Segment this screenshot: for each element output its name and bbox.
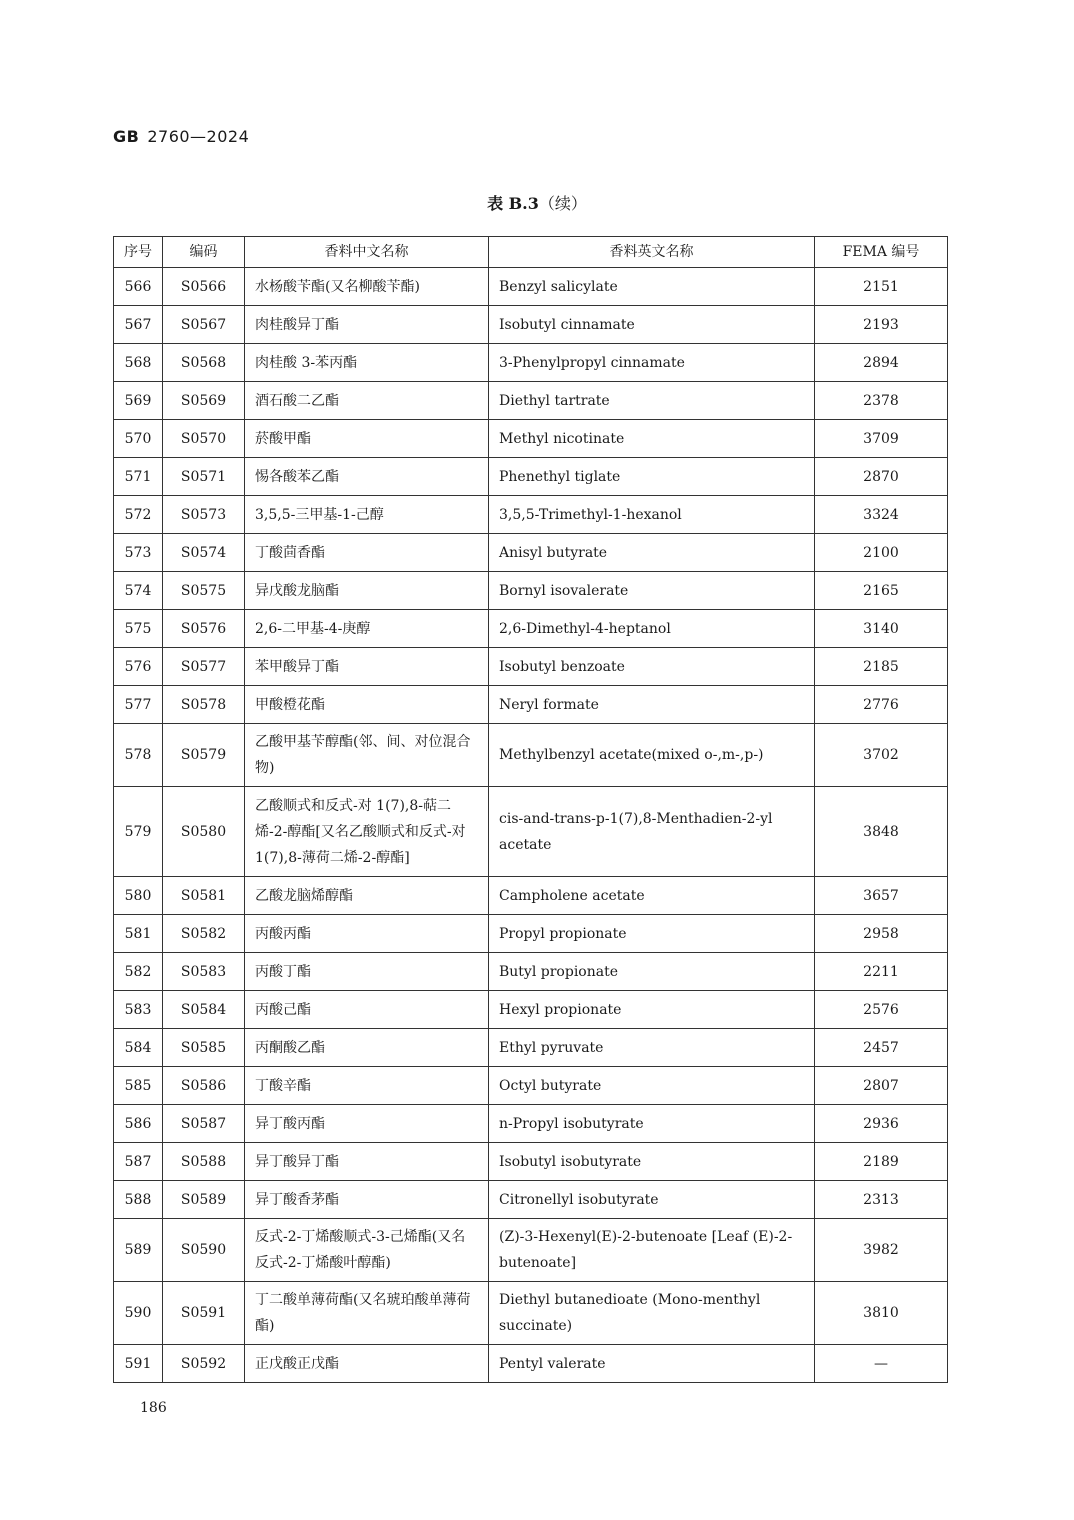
cell-english-name: Diethyl butanedioate (Mono-menthyl succinate) — [489, 1282, 815, 1345]
cell-fema: 3982 — [815, 1219, 948, 1282]
table-row — [114, 1219, 948, 1282]
cell-fema: 2189 — [815, 1143, 948, 1181]
cell-fema: 2378 — [815, 382, 948, 420]
cell-index: 573 — [114, 534, 163, 572]
table-row — [114, 420, 948, 458]
cell-fema: — — [815, 1345, 948, 1383]
cell-chinese-name: 苯甲酸异丁酯 — [245, 648, 489, 686]
cell-index: 581 — [114, 915, 163, 953]
cell-index: 572 — [114, 496, 163, 534]
cell-chinese-name: 菸酸甲酯 — [245, 420, 489, 458]
cell-code: S0570 — [163, 420, 245, 458]
cell-chinese-name: 惕各酸苯乙酯 — [245, 458, 489, 496]
standard-number: 2760—2024 — [147, 127, 250, 146]
cell-chinese-name: 乙酸甲基苄醇酯(邻、间、对位混合物) — [245, 724, 489, 787]
cell-code: S0575 — [163, 572, 245, 610]
cell-index: 588 — [114, 1181, 163, 1219]
cell-index: 584 — [114, 1029, 163, 1067]
cell-english-name: Methylbenzyl acetate(mixed o-,m-,p-) — [489, 724, 815, 787]
cell-code: S0573 — [163, 496, 245, 534]
cell-index: 574 — [114, 572, 163, 610]
table-row — [114, 787, 948, 877]
col-header-index: 序号 — [114, 237, 163, 268]
cell-code: S0579 — [163, 724, 245, 787]
table-row — [114, 915, 948, 953]
cell-english-name: 3-Phenylpropyl cinnamate — [489, 344, 815, 382]
cell-index: 579 — [114, 787, 163, 877]
cell-fema: 2958 — [815, 915, 948, 953]
cell-chinese-name: 乙酸顺式和反式-对 1(7),8-萜二烯-2-醇酯[又名乙酸顺式和反式-对 1(7),8-薄荷二烯-2-醇酯] — [245, 787, 489, 877]
cell-english-name: Neryl formate — [489, 686, 815, 724]
cell-english-name: Isobutyl isobutyrate — [489, 1143, 815, 1181]
cell-chinese-name: 酒石酸二乙酯 — [245, 382, 489, 420]
cell-code: S0567 — [163, 306, 245, 344]
cell-chinese-name: 丙酸己酯 — [245, 991, 489, 1029]
cell-english-name: Phenethyl tiglate — [489, 458, 815, 496]
table-row — [114, 1067, 948, 1105]
table-body — [114, 268, 948, 1383]
cell-index: 575 — [114, 610, 163, 648]
cell-fema: 3709 — [815, 420, 948, 458]
cell-index: 589 — [114, 1219, 163, 1282]
table-continuation: （续） — [538, 194, 587, 213]
table-row — [114, 991, 948, 1029]
table-row — [114, 686, 948, 724]
table-row — [114, 382, 948, 420]
cell-chinese-name: 肉桂酸 3-苯丙酯 — [245, 344, 489, 382]
cell-chinese-name: 肉桂酸异丁酯 — [245, 306, 489, 344]
cell-english-name: Campholene acetate — [489, 877, 815, 915]
cell-english-name: Anisyl butyrate — [489, 534, 815, 572]
cell-english-name: Diethyl tartrate — [489, 382, 815, 420]
cell-index: 577 — [114, 686, 163, 724]
cell-code: S0590 — [163, 1219, 245, 1282]
cell-fema: 3810 — [815, 1282, 948, 1345]
cell-fema: 2100 — [815, 534, 948, 572]
cell-code: S0591 — [163, 1282, 245, 1345]
cell-chinese-name: 丁酸辛酯 — [245, 1067, 489, 1105]
cell-index: 567 — [114, 306, 163, 344]
cell-chinese-name: 反式-2-丁烯酸顺式-3-己烯酯(又名反式-2-丁烯酸叶醇酯) — [245, 1219, 489, 1282]
cell-code: S0577 — [163, 648, 245, 686]
cell-english-name: Benzyl salicylate — [489, 268, 815, 306]
col-header-fema: FEMA 编号 — [815, 237, 948, 268]
cell-fema: 2211 — [815, 953, 948, 991]
cell-fema: 2313 — [815, 1181, 948, 1219]
cell-chinese-name: 正戊酸正戊酯 — [245, 1345, 489, 1383]
flavor-table — [113, 236, 948, 1383]
cell-fema: 2151 — [815, 268, 948, 306]
table-title — [0, 191, 1074, 214]
cell-english-name: Propyl propionate — [489, 915, 815, 953]
cell-english-name: Isobutyl benzoate — [489, 648, 815, 686]
cell-fema: 3324 — [815, 496, 948, 534]
cell-english-name: Ethyl pyruvate — [489, 1029, 815, 1067]
col-header-english-name: 香料英文名称 — [489, 237, 815, 268]
cell-index: 571 — [114, 458, 163, 496]
cell-index: 576 — [114, 648, 163, 686]
cell-code: S0582 — [163, 915, 245, 953]
cell-fema: 2457 — [815, 1029, 948, 1067]
cell-code: S0571 — [163, 458, 245, 496]
table-row — [114, 268, 948, 306]
table-row — [114, 1345, 948, 1383]
cell-chinese-name: 丁二酸单薄荷酯(又名琥珀酸单薄荷酯) — [245, 1282, 489, 1345]
cell-fema: 2185 — [815, 648, 948, 686]
cell-english-name: Isobutyl cinnamate — [489, 306, 815, 344]
table-row — [114, 877, 948, 915]
table-row — [114, 1143, 948, 1181]
page-number: 186 — [140, 1400, 167, 1416]
cell-code: S0574 — [163, 534, 245, 572]
cell-code: S0587 — [163, 1105, 245, 1143]
cell-code: S0585 — [163, 1029, 245, 1067]
cell-fema: 2936 — [815, 1105, 948, 1143]
cell-english-name: Citronellyl isobutyrate — [489, 1181, 815, 1219]
cell-fema: 2165 — [815, 572, 948, 610]
cell-code: S0580 — [163, 787, 245, 877]
cell-chinese-name: 异丁酸香茅酯 — [245, 1181, 489, 1219]
table-row — [114, 306, 948, 344]
cell-code: S0566 — [163, 268, 245, 306]
cell-chinese-name: 异丁酸丙酯 — [245, 1105, 489, 1143]
cell-fema: 2807 — [815, 1067, 948, 1105]
cell-chinese-name: 乙酸龙脑烯醇酯 — [245, 877, 489, 915]
table-row — [114, 1282, 948, 1345]
cell-fema: 2576 — [815, 991, 948, 1029]
cell-english-name: Octyl butyrate — [489, 1067, 815, 1105]
standard-header — [113, 127, 249, 146]
cell-english-name: Methyl nicotinate — [489, 420, 815, 458]
cell-index: 591 — [114, 1345, 163, 1383]
cell-english-name: Pentyl valerate — [489, 1345, 815, 1383]
cell-index: 570 — [114, 420, 163, 458]
cell-english-name: Bornyl isovalerate — [489, 572, 815, 610]
cell-chinese-name: 丙酸丁酯 — [245, 953, 489, 991]
cell-code: S0581 — [163, 877, 245, 915]
cell-index: 569 — [114, 382, 163, 420]
table-row — [114, 610, 948, 648]
cell-index: 583 — [114, 991, 163, 1029]
cell-code: S0583 — [163, 953, 245, 991]
cell-fema: 2894 — [815, 344, 948, 382]
cell-english-name: Butyl propionate — [489, 953, 815, 991]
table-header-row — [114, 237, 948, 268]
cell-index: 566 — [114, 268, 163, 306]
table-row — [114, 1105, 948, 1143]
table-row — [114, 1181, 948, 1219]
cell-chinese-name: 水杨酸苄酯(又名柳酸苄酯) — [245, 268, 489, 306]
table-row — [114, 648, 948, 686]
cell-english-name: n-Propyl isobutyrate — [489, 1105, 815, 1143]
cell-english-name: 2,6-Dimethyl-4-heptanol — [489, 610, 815, 648]
cell-code: S0578 — [163, 686, 245, 724]
cell-index: 585 — [114, 1067, 163, 1105]
cell-fema: 2776 — [815, 686, 948, 724]
table-row — [114, 534, 948, 572]
standard-code: GB — [113, 127, 140, 146]
cell-english-name: Hexyl propionate — [489, 991, 815, 1029]
cell-index: 580 — [114, 877, 163, 915]
table-row — [114, 953, 948, 991]
cell-chinese-name: 异戊酸龙脑酯 — [245, 572, 489, 610]
col-header-chinese-name: 香料中文名称 — [245, 237, 489, 268]
cell-chinese-name: 2,6-二甲基-4-庚醇 — [245, 610, 489, 648]
table-row — [114, 724, 948, 787]
table-row — [114, 496, 948, 534]
cell-index: 587 — [114, 1143, 163, 1181]
cell-chinese-name: 甲酸橙花酯 — [245, 686, 489, 724]
table-row — [114, 458, 948, 496]
cell-code: S0576 — [163, 610, 245, 648]
cell-english-name: (Z)-3-Hexenyl(E)-2-butenoate [Leaf (E)-2-butenoate] — [489, 1219, 815, 1282]
cell-chinese-name: 丁酸茴香酯 — [245, 534, 489, 572]
cell-fema: 3140 — [815, 610, 948, 648]
table-row — [114, 572, 948, 610]
cell-fema: 2193 — [815, 306, 948, 344]
table-row — [114, 344, 948, 382]
cell-index: 578 — [114, 724, 163, 787]
cell-chinese-name: 丙酸丙酯 — [245, 915, 489, 953]
cell-english-name: cis-and-trans-p-1(7),8-Menthadien-2-yl acetate — [489, 787, 815, 877]
cell-code: S0586 — [163, 1067, 245, 1105]
cell-index: 586 — [114, 1105, 163, 1143]
cell-index: 582 — [114, 953, 163, 991]
cell-index: 590 — [114, 1282, 163, 1345]
cell-code: S0569 — [163, 382, 245, 420]
cell-code: S0588 — [163, 1143, 245, 1181]
cell-fema: 3848 — [815, 787, 948, 877]
cell-fema: 3702 — [815, 724, 948, 787]
table-row — [114, 1029, 948, 1067]
cell-fema: 2870 — [815, 458, 948, 496]
cell-code: S0589 — [163, 1181, 245, 1219]
cell-english-name: 3,5,5-Trimethyl-1-hexanol — [489, 496, 815, 534]
cell-chinese-name: 异丁酸异丁酯 — [245, 1143, 489, 1181]
cell-chinese-name: 丙酮酸乙酯 — [245, 1029, 489, 1067]
cell-code: S0592 — [163, 1345, 245, 1383]
cell-chinese-name: 3,5,5-三甲基-1-己醇 — [245, 496, 489, 534]
cell-fema: 3657 — [815, 877, 948, 915]
col-header-code: 编码 — [163, 237, 245, 268]
cell-code: S0568 — [163, 344, 245, 382]
cell-code: S0584 — [163, 991, 245, 1029]
table-label: 表 B.3 — [487, 194, 539, 213]
cell-index: 568 — [114, 344, 163, 382]
